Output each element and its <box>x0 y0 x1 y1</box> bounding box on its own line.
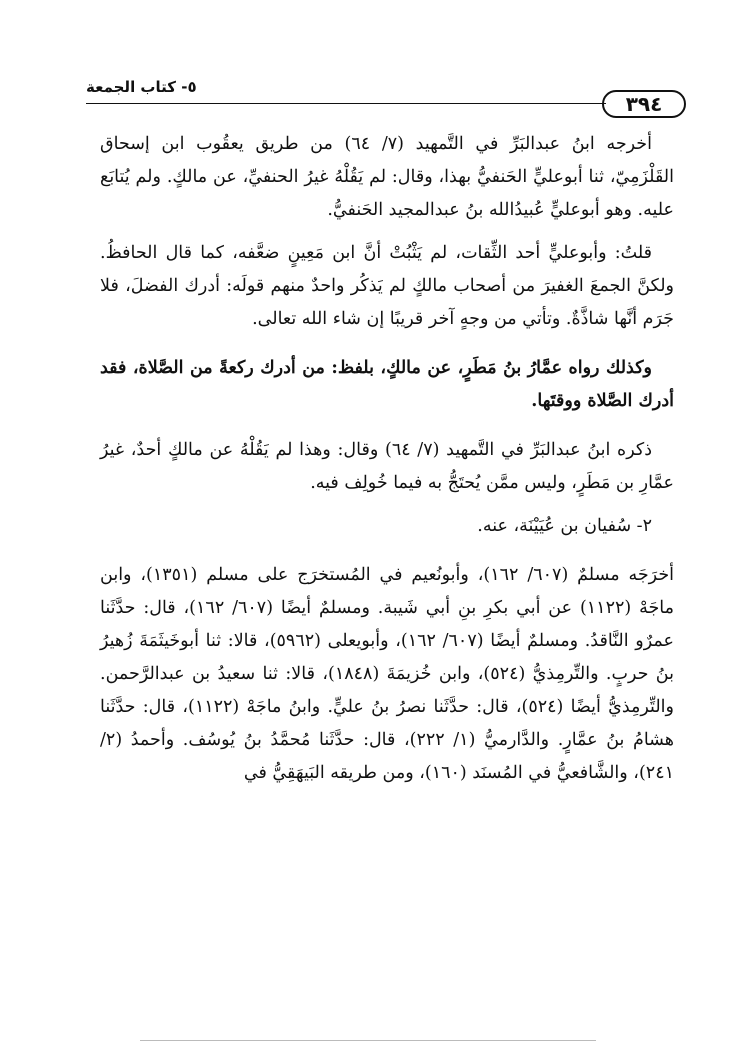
paragraph-ammar-narration: وكذلك رواه عمَّارُ بنُ مَطَرٍ، عن مالكٍ، بلفظ: من أدرك ركعةً من الصَّلاة، فقد أدرك الصَّلاة ووقتَها. <box>100 358 674 411</box>
paragraph-sufyan-heading: ٢- سُفيان بن عُيَيْنَة، عنه. <box>477 516 652 536</box>
page-number: ٣٩٤ <box>602 90 686 118</box>
chapter-title: ٥- كتاب الجمعة <box>86 78 197 96</box>
header-rule <box>86 103 606 104</box>
paragraph-comment: قلتُ: وأبوعليٍّ أحد الثِّقات، لم يَثْبُتْ أنَّ ابن مَعِينٍ ضعَّفه، كما قال الحافظُ. ولكنَّ الجمعَ الغفيرَ من أصحاب مالكٍ لم يَذكُر واحدٌ منهم قولَه: أدرك الفضلَ، فلا جَرَم أنَّها شاذَّةٌ. وتأتي من وجهٍ آخر قريبًا إن شاء الله تعالى. <box>100 243 674 329</box>
page-body <box>100 128 674 800</box>
page-header <box>86 78 686 116</box>
paragraph-takhrij-ibn-abdilbarr: أخرجه ابنُ عبدالبَرِّ في التَّمهيد (٧/ ٦٤) من طريق يعقُوب ابن إسحاق القَلْزَمِيّ، ثنا أبوعليٍّ الحَنفيُّ بهذا، وقال: لم يَقُلْهُ غيرُ الحنفيِّ، عن مالكٍ. ولم يُتابَع عليه. وهو أبوعليٍّ عُبيدُالله بنُ عبدالمجيد الحَنفيُّ. <box>100 134 674 220</box>
footer-rule <box>140 1040 596 1041</box>
paragraph-sufyan-takhrij: أخرَجَه مسلمٌ (٦٠٧/ ١٦٢)، وأبونُعيم في المُستخرَج على مسلم (١٣٥١)، وابن ماجَهْ (١١٢٢) عن أبي بكرِ بنِ أبي شَيبة. ومسلمٌ أيضًا (٦٠٧/ ١٦٢)، قال: حدَّثَنا عمرٌو النَّاقدُ. ومسلمٌ أيضًا (٦٠٧/ ١٦٢)، وأبويعلى (٥٩٦٢)، قالا: ثنا أبوخَيثَمَةَ زُهيرُ بنُ حربٍ. والتِّرمِذيُّ (٥٢٤)، وابن خُزيمَةَ (١٨٤٨)، قالا: ثنا سعيدُ بن عبدالرَّحمن. والتِّرمِذيُّ أيضًا (٥٢٤)، قال: حدَّثَنا نصرُ بنُ عليٍّ. وابنُ ماجَهْ (١١٢٢)، قال: حدَّثَنا هشامُ بنُ عمَّارٍ. والدَّارميُّ (١/ ٢٢٢)، قال: حدَّثَنا مُحمَّدُ بنُ يُوسُف. وأحمدُ (٢/ ٢٤١)، والشَّافعيُّ في المُسنَد (١٦٠)، ومن طريقه البَيهَقِيُّ في <box>100 565 675 783</box>
paragraph-ammar-takhrij: ذكره ابنُ عبدالبَرِّ في التَّمهيد (٧/ ٦٤) وقال: وهذا لم يَقُلْهُ عن مالكٍ أحدٌ، غيرُ عمَّارِ بن مَطَرٍ، وليس ممَّن يُحتَجُّ به فيما خُولِف فيه. <box>100 440 674 493</box>
